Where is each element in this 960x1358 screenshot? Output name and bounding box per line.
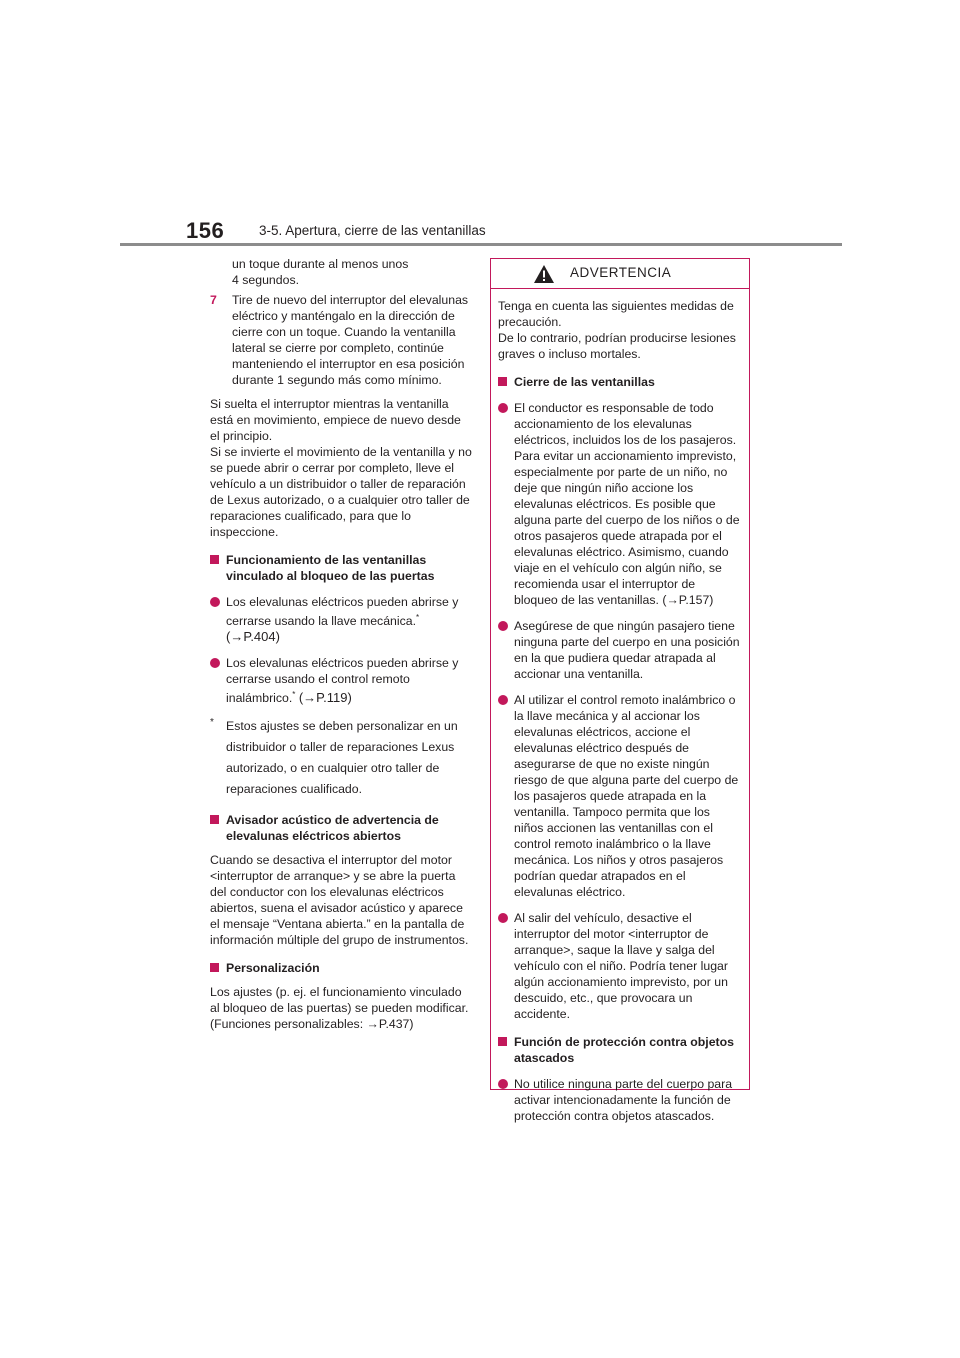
bullet-text: No utilice ninguna parte del cuerpo para activar intencionadamente la función de protección contra objetos atascados. [514,1077,733,1123]
section-heading [210,960,472,976]
warning-heading [498,1034,741,1066]
warning-bullet [498,692,741,900]
warning-bullet [498,618,741,682]
page-reference[interactable]: (→P.119) [298,690,352,706]
square-bullet-icon [210,555,219,564]
left-column [210,256,472,1032]
warning-intro: De lo contrario, podrían producirse lesiones graves o incluso mortales. [498,331,736,361]
warning-heading [498,374,741,390]
warning-bullet [498,400,741,608]
bullet-text: Al salir del vehículo, desactive el interruptor del motor <interruptor de arranque>, saque la llave y salga del vehículo con el niño. Podría tener lugar algún accionamiento imprevisto, por un descuido, etc., que provocara un accidente. [514,911,728,1021]
circle-bullet-icon [498,1079,508,1089]
bullet-text: Los elevalunas eléctricos pueden abrirse y cerrarse usando el control remoto inalámbrico. [226,656,459,706]
warning-bullet [498,910,741,1022]
warning-title: ADVERTENCIA [570,265,672,280]
paragraph: Los ajustes (p. ej. el funcionamiento vinculado al bloqueo de las puertas) se pueden modificar. (Funciones personalizables: →P.437) [210,985,469,1032]
step-number: 7 [210,293,217,307]
footnote-mark: * [292,690,296,700]
heading-text: Personalización [226,961,320,976]
warning-intro: Tenga en cuenta las siguientes medidas de precaución. [498,299,734,329]
circle-bullet-icon [498,621,508,631]
section-heading [210,552,472,584]
footnote [210,716,472,800]
warning-box [490,258,750,1123]
paragraph: Si suelta el interruptor mientras la ventanilla está en movimiento, empiece de nuevo desde el principio. [210,397,461,443]
section-heading [210,812,472,844]
paragraph: Cuando se desactiva el interruptor del motor <interruptor de arranque> y se abre la puerta del conductor con los elevalunas eléctricos abiertos, suena el avisador acústico y aparece el mensaje “Ventana abierta.” en la pantalla de información múltiple del grupo de instrumentos. [210,853,469,948]
footnote-mark: * [210,717,214,729]
section-title: 3-5. Apertura, cierre de las ventanillas [259,223,486,238]
header-rule [120,243,842,246]
square-bullet-icon [210,815,219,824]
warning-bullet [498,1076,741,1124]
bullet-text: Los elevalunas eléctricos pueden abrirse y cerrarse usando la llave mecánica. [226,595,459,629]
heading-text: Función de protección contra objetos atascados [514,1035,734,1065]
paragraph: Si se invierte el movimiento de la ventanilla y no se puede abrir o cerrar por completo, lleve el vehículo a un distribuidor o taller de reparación de Lexus autorizado, o a cualquier otro taller de reparaciones cualificado, para que lo inspeccione. [210,445,472,539]
heading-text: Funcionamiento de las ventanillas vinculado al bloqueo de las puertas [226,553,435,583]
page-reference[interactable]: (→P.404) [226,629,280,645]
footnote-mark: * [416,613,420,622]
circle-bullet-icon [210,597,220,607]
bullet-item [210,594,472,645]
circle-bullet-icon [498,403,508,413]
warning-body [491,289,749,1124]
warning-header [491,259,749,289]
square-bullet-icon [210,963,219,972]
bullet-text: Al utilizar el control remoto inalámbrico o la llave mecánica y al accionar los elevalunas eléctricos, accione el elevalunas eléctrico después de asegurarse de que no existe ningún riesgo de que alguna parte del cuerpo de los pasajeros quede atrapada en la ventanilla. Tampoco permita que los niños accionen las ventanillas con el control remoto inalámbrico o la llave mecánica. Los niños y otros pasajeros podrían quedar atrapados en el elevalunas eléctrico. [514,693,739,899]
square-bullet-icon [498,377,507,386]
circle-bullet-icon [210,658,220,668]
step-7 [210,292,472,388]
continued-step-line: un toque durante al menos unos [232,257,409,271]
bullet-item [210,655,472,706]
circle-bullet-icon [498,695,508,705]
continued-step-line: 4 segundos. [232,273,300,287]
circle-bullet-icon [498,913,508,923]
step-text: Tire de nuevo del interruptor del elevalunas eléctrico y manténgalo en la dirección de cierre con un toque. Cuando la ventanilla lateral se cierre por completo, continúe manteniendo el interruptor en esa posición durante 1 segundo más como mínimo. [232,293,469,387]
page-number: 156 [186,218,225,243]
heading-text: Avisador acústico de advertencia de elevalunas eléctricos abiertos [226,813,439,844]
heading-text: Cierre de las ventanillas [514,375,655,389]
bullet-text: Asegúrese de que ningún pasajero tiene ninguna parte del cuerpo en una posición en la que pudiera quedar atrapada al accionar una ventanilla. [514,619,740,681]
warning-triangle-icon [533,264,555,284]
square-bullet-icon [498,1037,507,1046]
bullet-text: El conductor es responsable de todo accionamiento de los elevalunas eléctricos, incluidos los de los pasajeros. Para evitar un accionamiento imprevisto, especialmente por parte de un niño, no deje que ningún niño accione los elevalunas eléctricos. Es posible que alguna parte del cuerpo de los niños o de otros pasajeros quede atrapada por el elevalunas eléctrico. Asimismo, cuando viaje en el vehículo con algún niño, se recomienda usar el interruptor de bloqueo de las ventanillas. (→P.157) [514,401,740,607]
footnote-text: Estos ajustes se deben personalizar en un distribuidor o taller de reparaciones Lexus autorizado, o en cualquier otro taller de reparaciones cualificado. [226,719,458,797]
